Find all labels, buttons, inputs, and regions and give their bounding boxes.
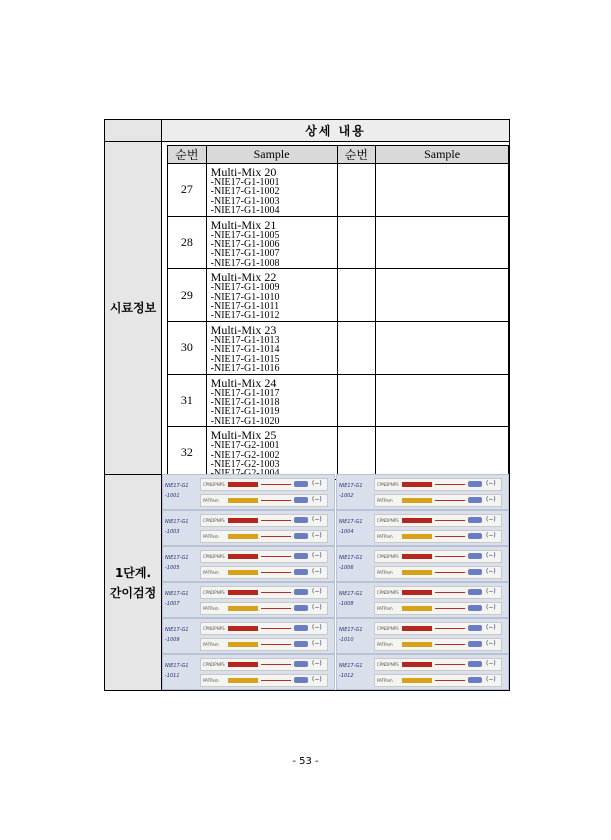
negative-result: (−) — [312, 496, 322, 503]
strip-sample-pad — [402, 498, 432, 503]
handwritten-label — [339, 517, 372, 537]
sample-id: -NIE17-G2-1001 — [210, 440, 280, 452]
test-strip — [200, 566, 328, 579]
row-sample — [206, 427, 337, 480]
handwritten-mark — [468, 677, 482, 683]
test-strip — [200, 602, 328, 615]
handwritten-label — [165, 661, 198, 681]
multi-mix-label: Multi-Mix 23 — [210, 322, 277, 337]
strip-sample-pad — [228, 498, 258, 503]
table-row — [168, 427, 509, 480]
control-line — [435, 664, 465, 665]
handwritten-mark — [468, 589, 482, 595]
negative-result: (−) — [486, 496, 496, 503]
negative-result: (−) — [486, 532, 496, 539]
handwritten-mark — [294, 661, 308, 667]
table-row — [168, 216, 509, 269]
handwritten-line: -1004 — [339, 529, 354, 535]
handwritten-line: NIE17-G1 — [165, 555, 189, 561]
handwritten-mark — [468, 641, 482, 647]
strip-photo — [336, 618, 509, 654]
test-strip — [374, 530, 502, 543]
sample-id: -NIE17-G1-1013 — [210, 334, 280, 346]
strip-label: PATPam — [377, 678, 393, 683]
sample-id: -NIE17-G1-1019 — [210, 406, 280, 418]
strip-sample-pad — [402, 626, 432, 631]
test-strip — [374, 638, 502, 651]
handwritten-label — [165, 517, 198, 537]
test-strip — [374, 622, 502, 635]
negative-result: (−) — [486, 480, 496, 487]
control-line — [261, 628, 291, 629]
sample-id: -NIE17-G2-1002 — [210, 449, 280, 461]
negative-result: (−) — [486, 640, 496, 647]
control-line — [261, 592, 291, 593]
handwritten-mark — [468, 481, 482, 487]
strip-label: PATPam — [377, 570, 393, 575]
strip-photo — [336, 582, 509, 618]
sample-id: -NIE17-G1-1015 — [210, 353, 280, 365]
sample-id: -NIE17-G1-1001 — [210, 177, 280, 188]
strip-label: CPNDPNPS — [203, 518, 225, 523]
strip-sample-pad — [402, 606, 432, 611]
negative-result: (−) — [312, 624, 322, 631]
handwritten-line: -1009 — [165, 637, 180, 643]
test-strip — [200, 674, 328, 687]
strip-sample-pad — [228, 678, 258, 683]
empty-sample-cell — [376, 164, 509, 217]
test-strip-photos — [162, 474, 509, 690]
handwritten-mark — [468, 625, 482, 631]
sample-id: -NIE17-G1-1007 — [210, 248, 280, 260]
control-line — [435, 520, 465, 521]
sample-id: -NIE17-G1-1011 — [210, 301, 280, 313]
test-strip — [200, 550, 328, 563]
strip-label: PATPam — [203, 570, 219, 575]
sample-id-list — [211, 389, 337, 427]
test-strip — [200, 622, 328, 635]
col-header-sample-2: Sample — [376, 146, 509, 164]
strip-photo — [162, 618, 335, 654]
handwritten-mark — [294, 625, 308, 631]
handwritten-line: -1002 — [339, 493, 354, 499]
handwritten-line: NIE17-G1 — [165, 591, 189, 597]
col-header-num-2: 순번 — [337, 146, 376, 164]
section-sample-info — [105, 142, 162, 475]
sample-table — [167, 145, 509, 480]
multi-mix-label: Multi-Mix 20 — [210, 165, 277, 179]
sample-id: -NIE17-G1-1006 — [210, 239, 280, 251]
row-number: 28 — [168, 216, 207, 269]
handwritten-mark — [468, 553, 482, 559]
handwritten-mark — [468, 517, 482, 523]
test-strip — [374, 478, 502, 491]
test-strip — [374, 566, 502, 579]
sample-id: -NIE17-G1-1014 — [210, 344, 280, 356]
test-strip — [374, 550, 502, 563]
empty-number-cell — [337, 374, 376, 427]
strip-label: CPNDPNPS — [377, 482, 399, 487]
handwritten-line: -1005 — [165, 565, 180, 571]
handwritten-line: NIE17-G1 — [165, 519, 189, 525]
handwritten-line: -1006 — [339, 565, 354, 571]
handwritten-line: -1001 — [165, 493, 180, 499]
handwritten-line: -1003 — [165, 529, 180, 535]
sample-id: -NIE17-G1-1010 — [210, 291, 280, 303]
negative-result: (−) — [312, 640, 322, 647]
control-line — [261, 664, 291, 665]
handwritten-label — [339, 481, 372, 501]
row-number: 30 — [168, 321, 207, 374]
empty-number-cell — [337, 164, 376, 217]
sample-id-list — [211, 178, 337, 216]
strip-label: CPNDPNPS — [377, 662, 399, 667]
table-row — [168, 374, 509, 427]
row-sample — [206, 269, 337, 322]
sample-id: -NIE17-G1-1016 — [210, 363, 280, 375]
empty-number-cell — [337, 269, 376, 322]
control-line — [435, 500, 465, 501]
handwritten-line: -1008 — [339, 601, 354, 607]
sample-id: -NIE17-G1-1002 — [210, 186, 280, 198]
negative-result: (−) — [486, 552, 496, 559]
strip-label: CPNDPNPS — [377, 518, 399, 523]
handwritten-mark — [294, 677, 308, 683]
control-line — [435, 556, 465, 557]
control-line — [435, 572, 465, 573]
test-strip — [200, 514, 328, 527]
strip-photo — [336, 654, 509, 690]
handwritten-mark — [294, 641, 308, 647]
strip-sample-pad — [228, 626, 258, 631]
empty-number-cell — [337, 321, 376, 374]
sample-id: -NIE17-G1-1018 — [210, 396, 280, 408]
handwritten-label — [339, 553, 372, 573]
handwritten-mark — [468, 605, 482, 611]
strip-sample-pad — [402, 590, 432, 595]
handwritten-line: NIE17-G1 — [339, 483, 363, 489]
control-line — [435, 536, 465, 537]
control-line — [261, 484, 291, 485]
handwritten-label — [165, 481, 198, 501]
handwritten-mark — [468, 569, 482, 575]
row-number: 32 — [168, 427, 207, 480]
strip-label: PATPam — [377, 534, 393, 539]
control-line — [435, 644, 465, 645]
negative-result: (−) — [312, 516, 322, 523]
strip-label: CPNDPNPS — [377, 554, 399, 559]
strip-sample-pad — [402, 570, 432, 575]
test-strip — [200, 638, 328, 651]
test-strip — [200, 586, 328, 599]
handwritten-label — [339, 589, 372, 609]
strip-photo — [336, 546, 509, 582]
negative-result: (−) — [486, 624, 496, 631]
negative-result: (−) — [486, 676, 496, 683]
test-strip — [200, 494, 328, 507]
test-strip — [374, 674, 502, 687]
section-step1 — [105, 475, 162, 690]
col-header-num-1: 순번 — [168, 146, 207, 164]
multi-mix-label: Multi-Mix 24 — [210, 375, 277, 390]
sample-id: -NIE17-G1-1004 — [210, 205, 280, 217]
strip-sample-pad — [402, 678, 432, 683]
handwritten-label — [339, 661, 372, 681]
strip-photo — [162, 582, 335, 618]
handwritten-label — [165, 625, 198, 645]
handwritten-label — [339, 625, 372, 645]
row-sample — [206, 164, 337, 217]
strip-sample-pad — [228, 482, 258, 487]
control-line — [261, 644, 291, 645]
empty-sample-cell — [376, 216, 509, 269]
strip-sample-pad — [402, 482, 432, 487]
empty-sample-cell — [376, 427, 509, 480]
strip-photo — [162, 510, 335, 546]
strip-label: PATPam — [203, 678, 219, 683]
test-strip — [200, 530, 328, 543]
test-strip — [374, 514, 502, 527]
handwritten-mark — [294, 533, 308, 539]
strip-label: PATPam — [203, 498, 219, 503]
row-number: 29 — [168, 269, 207, 322]
handwritten-line: NIE17-G1 — [165, 663, 189, 669]
handwritten-label — [165, 589, 198, 609]
strip-label: CPNDPNPS — [377, 590, 399, 595]
empty-sample-cell — [376, 374, 509, 427]
handwritten-mark — [468, 533, 482, 539]
table-row — [168, 269, 509, 322]
sample-id-list — [211, 283, 337, 321]
page-number: - 53 - — [292, 756, 319, 767]
strip-sample-pad — [402, 642, 432, 647]
negative-result: (−) — [486, 588, 496, 595]
row-sample — [206, 216, 337, 269]
strip-label: CPNDPNPS — [203, 626, 225, 631]
strip-label: CPNDPNPS — [203, 662, 225, 667]
sample-id-list — [211, 336, 337, 374]
strip-sample-pad — [402, 554, 432, 559]
negative-result: (−) — [486, 516, 496, 523]
handwritten-line: -1007 — [165, 601, 180, 607]
test-strip — [374, 494, 502, 507]
handwritten-line: NIE17-G1 — [339, 519, 363, 525]
strip-label: PATPam — [203, 606, 219, 611]
section-step1-line1: 1단계. — [114, 565, 152, 580]
control-line — [261, 536, 291, 537]
strip-sample-pad — [228, 590, 258, 595]
handwritten-line: -1012 — [339, 673, 354, 679]
strip-label: CPNDPNPS — [377, 626, 399, 631]
row-sample — [206, 321, 337, 374]
control-line — [261, 556, 291, 557]
strip-label: PATPam — [203, 534, 219, 539]
sample-id: -NIE17-G1-1005 — [210, 229, 280, 241]
table-title: 상세 내용 — [162, 120, 509, 142]
control-line — [261, 520, 291, 521]
control-line — [435, 608, 465, 609]
multi-mix-label: Multi-Mix 22 — [210, 270, 277, 285]
strip-sample-pad — [228, 662, 258, 667]
negative-result: (−) — [312, 604, 322, 611]
strip-sample-pad — [402, 534, 432, 539]
negative-result: (−) — [312, 552, 322, 559]
table-row — [168, 321, 509, 374]
sample-id: -NIE17-G1-1003 — [210, 195, 280, 207]
strip-sample-pad — [228, 554, 258, 559]
handwritten-mark — [294, 605, 308, 611]
negative-result: (−) — [312, 480, 322, 487]
empty-sample-cell — [376, 269, 509, 322]
strip-sample-pad — [402, 662, 432, 667]
row-number: 27 — [168, 164, 207, 217]
control-line — [435, 592, 465, 593]
control-line — [435, 628, 465, 629]
handwritten-mark — [294, 481, 308, 487]
sample-id: -NIE17-G1-1017 — [210, 387, 280, 399]
row-sample — [206, 374, 337, 427]
strip-photo — [162, 546, 335, 582]
header-corner — [105, 120, 162, 142]
test-strip — [374, 658, 502, 671]
handwritten-line: NIE17-G1 — [339, 591, 363, 597]
table-row — [168, 164, 509, 217]
handwritten-mark — [294, 517, 308, 523]
negative-result: (−) — [486, 568, 496, 575]
control-line — [261, 680, 291, 681]
strip-sample-pad — [228, 534, 258, 539]
row-number: 31 — [168, 374, 207, 427]
handwritten-line: NIE17-G1 — [165, 483, 189, 489]
handwritten-line: NIE17-G1 — [339, 555, 363, 561]
control-line — [435, 680, 465, 681]
test-strip — [374, 602, 502, 615]
strip-label: CPNDPNPS — [203, 482, 225, 487]
negative-result: (−) — [312, 568, 322, 575]
strip-sample-pad — [402, 518, 432, 523]
sample-id: -NIE17-G1-1008 — [210, 257, 280, 269]
handwritten-mark — [294, 569, 308, 575]
negative-result: (−) — [486, 604, 496, 611]
handwritten-mark — [294, 553, 308, 559]
strip-photo — [336, 510, 509, 546]
handwritten-line: -1011 — [165, 673, 180, 679]
section-sample-info-label: 시료정보 — [109, 301, 157, 315]
multi-mix-label: Multi-Mix 21 — [210, 217, 277, 232]
test-strip — [200, 658, 328, 671]
empty-number-cell — [337, 216, 376, 269]
strip-label: PATPam — [377, 642, 393, 647]
sample-id: -NIE17-G2-1003 — [210, 458, 280, 470]
multi-mix-label: Multi-Mix 25 — [210, 428, 277, 443]
negative-result: (−) — [312, 588, 322, 595]
handwritten-mark — [294, 589, 308, 595]
handwritten-mark — [468, 661, 482, 667]
handwritten-line: NIE17-G1 — [165, 627, 189, 633]
strip-label: PATPam — [203, 642, 219, 647]
sample-id: -NIE17-G1-1009 — [210, 282, 280, 294]
empty-sample-cell — [376, 321, 509, 374]
control-line — [261, 572, 291, 573]
strip-photo — [336, 474, 509, 510]
handwritten-line: NIE17-G1 — [339, 663, 363, 669]
empty-number-cell — [337, 427, 376, 480]
sample-id-list — [211, 231, 337, 269]
negative-result: (−) — [312, 676, 322, 683]
handwritten-mark — [468, 497, 482, 503]
handwritten-line: NIE17-G1 — [339, 627, 363, 633]
strip-sample-pad — [228, 642, 258, 647]
test-strip — [374, 586, 502, 599]
handwritten-label — [165, 553, 198, 573]
control-line — [435, 484, 465, 485]
strip-label: PATPam — [377, 606, 393, 611]
strip-photo — [162, 654, 335, 690]
handwritten-line: -1010 — [339, 637, 354, 643]
strip-label: CPNDPNPS — [203, 590, 225, 595]
control-line — [261, 500, 291, 501]
col-header-sample-1: Sample — [206, 146, 337, 164]
strip-sample-pad — [228, 570, 258, 575]
strip-sample-pad — [228, 606, 258, 611]
strip-photo — [162, 474, 335, 510]
section-step1-line2: 간이검정 — [109, 585, 157, 600]
negative-result: (−) — [312, 532, 322, 539]
test-strip — [200, 478, 328, 491]
handwritten-mark — [294, 497, 308, 503]
strip-label: CPNDPNPS — [203, 554, 225, 559]
strip-label: PATPam — [377, 498, 393, 503]
sample-id: -NIE17-G1-1012 — [210, 310, 280, 322]
strip-sample-pad — [228, 518, 258, 523]
control-line — [261, 608, 291, 609]
negative-result: (−) — [312, 660, 322, 667]
negative-result: (−) — [486, 660, 496, 667]
sample-id: -NIE17-G1-1020 — [210, 415, 280, 427]
